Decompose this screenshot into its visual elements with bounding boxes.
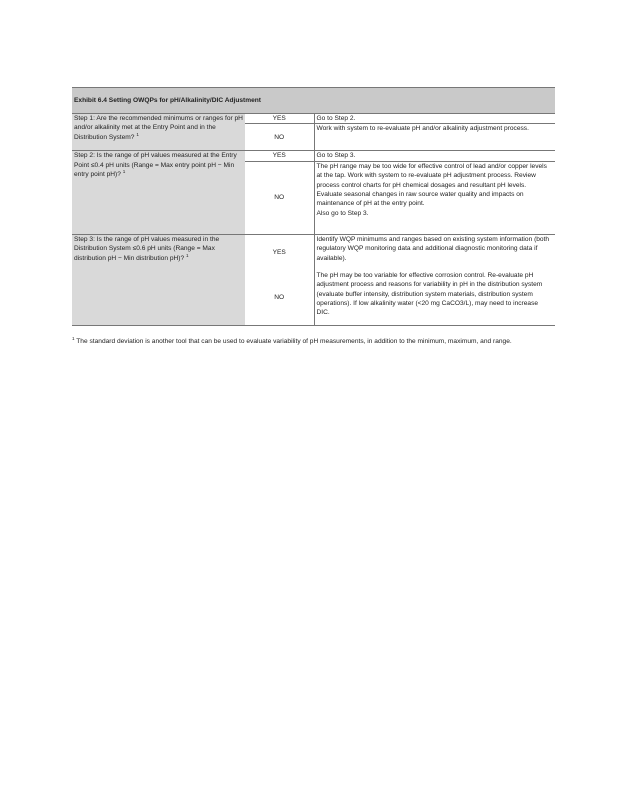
step1-footnote-ref: 1: [136, 131, 139, 137]
step1-yes-label: YES: [245, 114, 314, 124]
step3-footnote-ref: 1: [185, 252, 189, 258]
step1-no-label: NO: [245, 124, 314, 151]
step2-no-label: NO: [245, 161, 314, 234]
step3-no-action: The pH may be too variable for effective corrosion control. Re-evaluate pH adjustment process and reasons for variability in pH in the distribution system (evaluate buffer intensity, distribution system materials, distribution system operations). If low alkalinity water (<20 mg CaCO3/L), may need to increase DIC.: [314, 271, 555, 326]
step3-yes-action: Identify WQP minimums and ranges based on existing system information (both regulatory WQP monitoring data and additional diagnostic monitoring data if available).: [314, 234, 555, 271]
step2-question: Step 2: Is the range of pH values measured at the Entry Point ≤0.4 pH units (Range = Max entry point pH − Min entry point pH)? $^1$: [72, 151, 245, 234]
step2-footnote-ref: 1: [122, 169, 126, 175]
step2-no-action: [314, 161, 555, 234]
step3-yes-label: YES: [272, 249, 286, 257]
step3-no-label: NO: [245, 271, 314, 326]
step1-no-action: Work with system to re-evaluate pH and/or alkalinity adjustment process.: [314, 124, 555, 151]
step2-yes-label: YES: [245, 151, 314, 161]
footnote-text: The standard deviation is another tool that can be used to evaluate variability of pH measurements, in addition to the minimum, maximum, and range.: [76, 338, 512, 345]
exhibit-title-row: [72, 88, 555, 114]
step2-no-action-text: The pH range may be too wide for effective control of lead and/or copper levels at the tap. Work with system to re-evaluate pH adjustment process. Review process control charts for pH chemical dosages and resultant pH levels. Evaluate seasonal changes in raw source water quality and impacts on maintenance of pH at the entry point.: [316, 162, 547, 208]
step2-yes-row: [72, 151, 555, 161]
step2-yes-action: Go to Step 3.: [314, 151, 555, 161]
step1-yes-action: Go to Step 2.: [314, 114, 555, 124]
exhibit-table: [72, 87, 555, 326]
footnote: [72, 337, 555, 346]
step3-yes-row: [72, 234, 555, 271]
step3-question: Step 3: Is the range of pH values measured in the Distribution System ≤0.6 pH units (Range = Max distribution pH − Min distribution pH)? $^1$: [72, 234, 245, 325]
step1-yes-row: [72, 114, 555, 124]
exhibit-title: Exhibit 6.4 Setting OWQPs for pH/Alkalinity/DIC Adjustment: [72, 88, 555, 114]
step1-question: Step 1: Are the recommended minimums or ranges for pH and/or alkalinity met at the Entry Point and in the Distribution System? $^1$: [72, 114, 245, 151]
step2-no-action-extra: Also go to Step 3.: [316, 209, 369, 217]
footnote-marker: 1: [72, 335, 75, 341]
